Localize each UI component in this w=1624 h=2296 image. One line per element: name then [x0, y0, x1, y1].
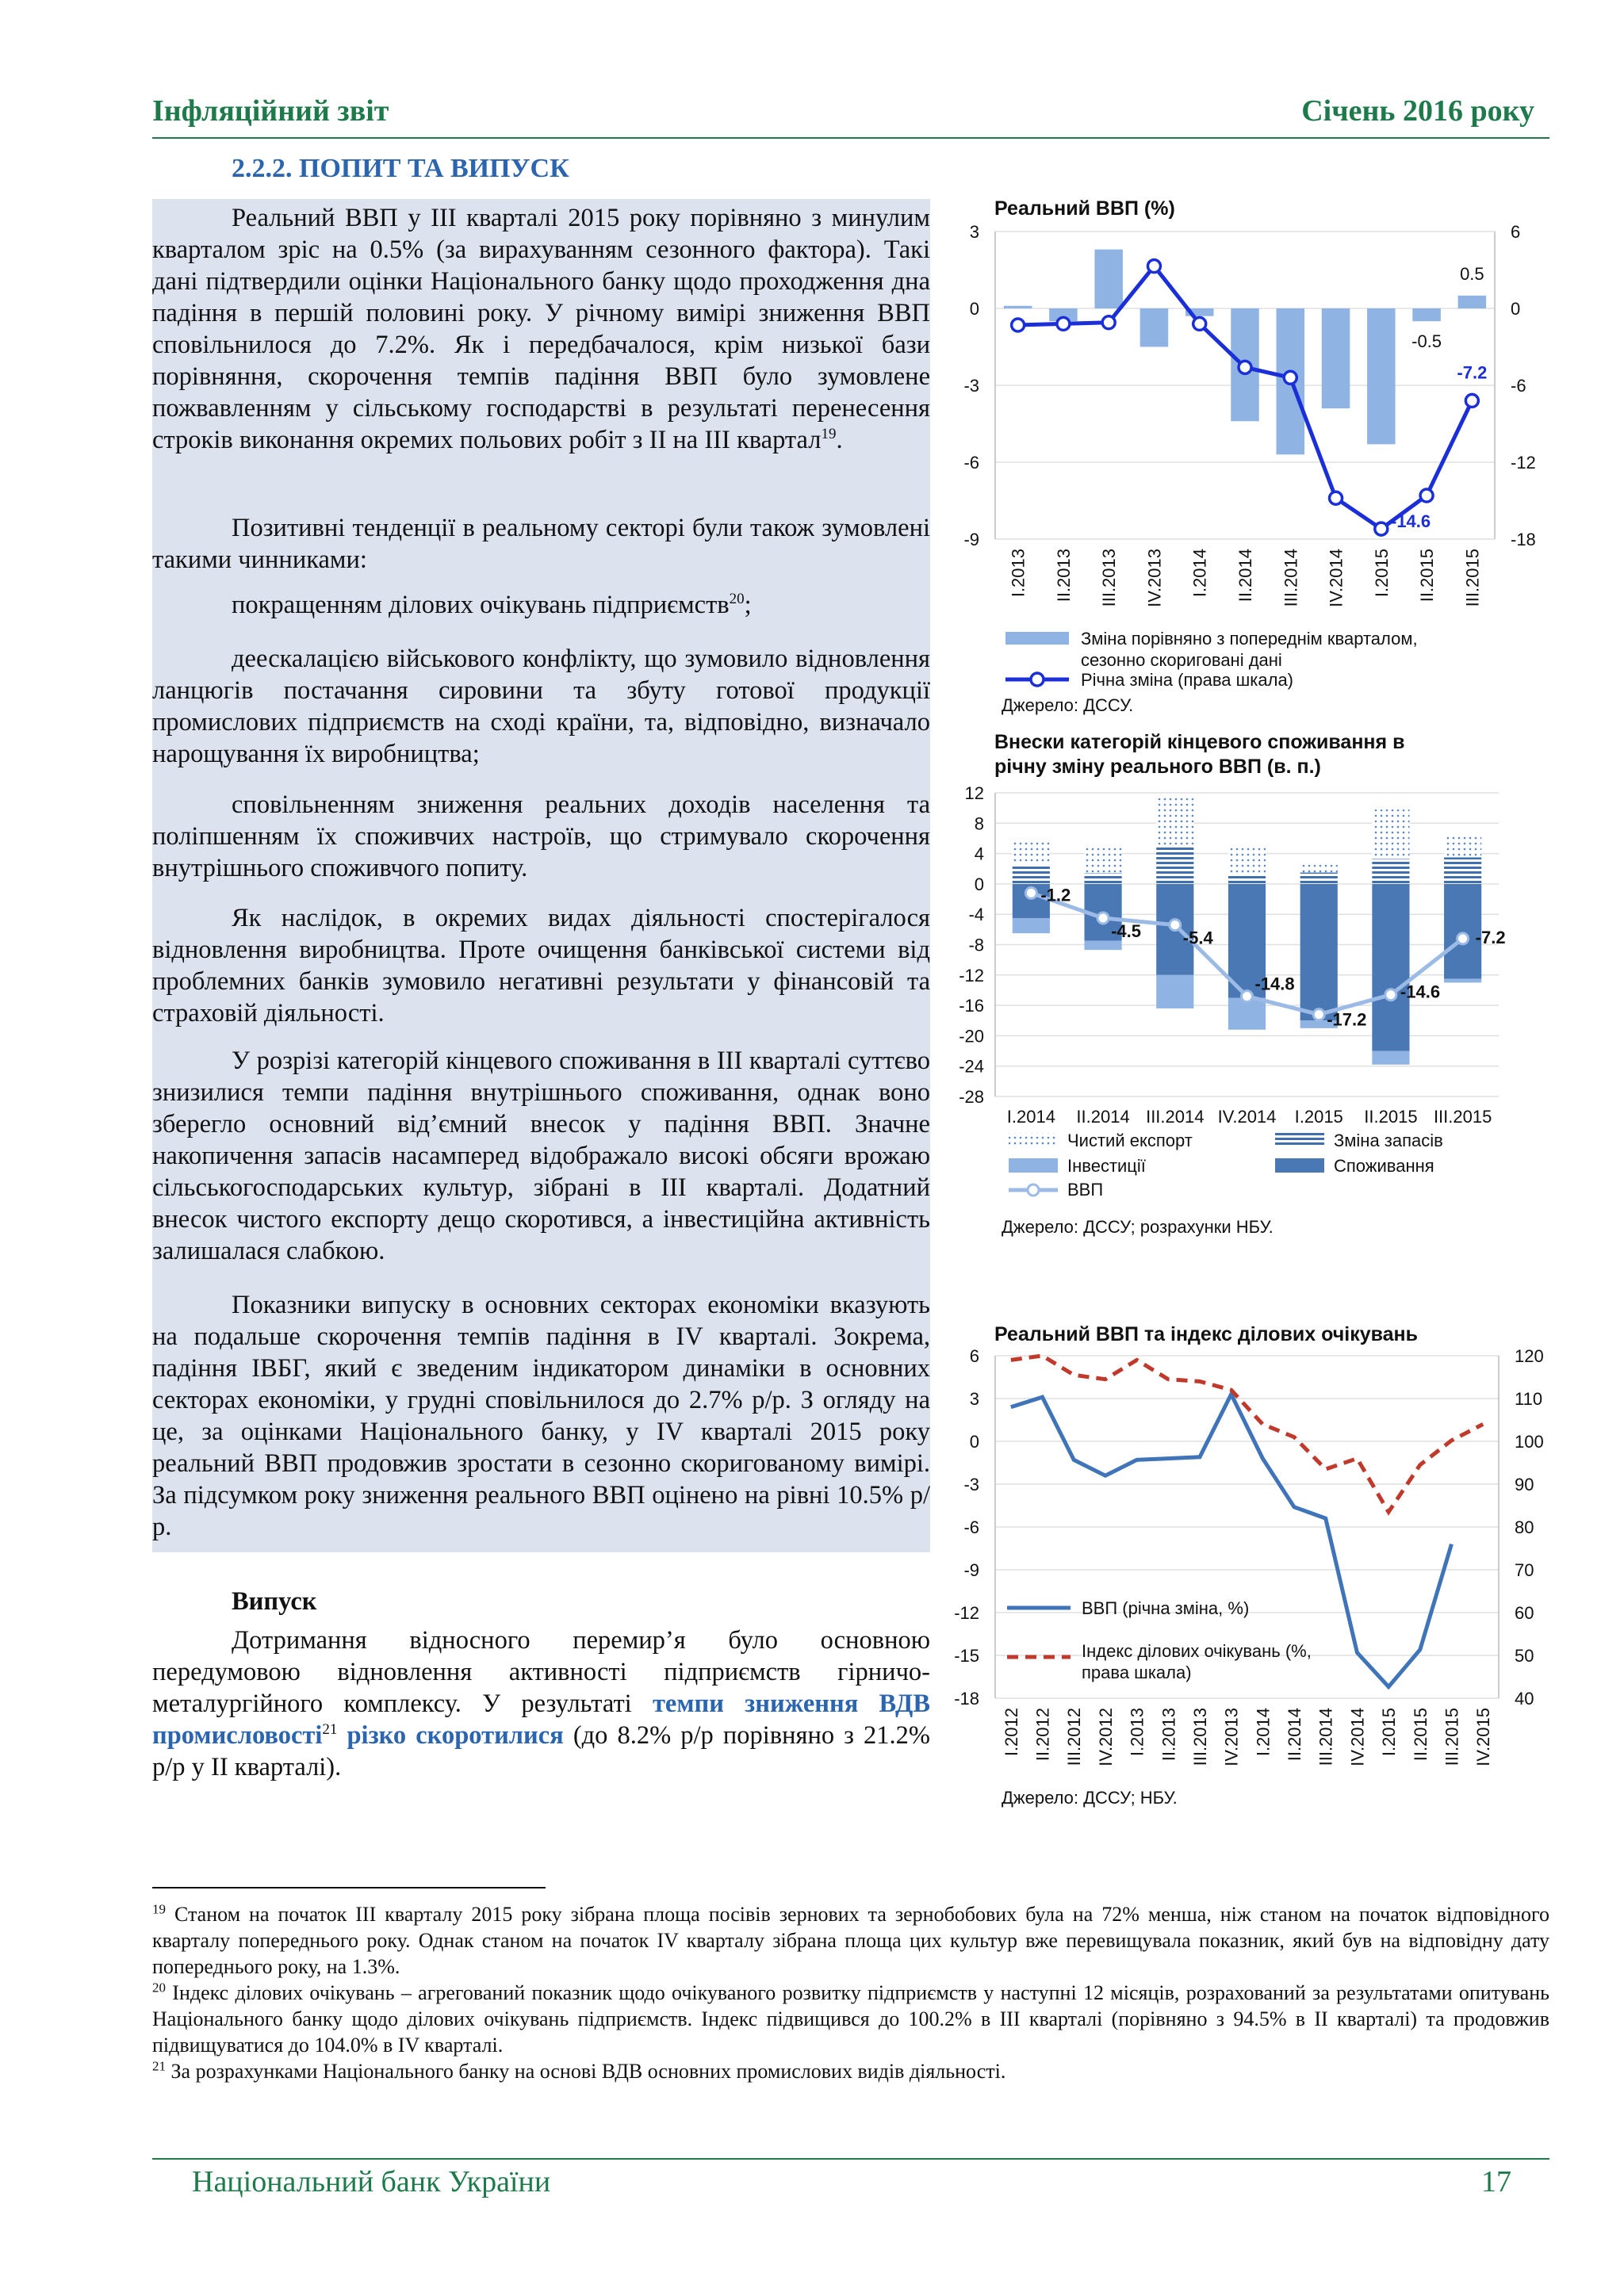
chart1-ytick-right: 0: [1511, 299, 1521, 319]
chart3-xtick: I.2014: [1253, 1708, 1274, 1757]
chart-consumption-contributions: [936, 781, 1570, 1213]
chart1-xtick: II.2015: [1417, 549, 1438, 603]
chart1-point: [1330, 492, 1342, 504]
page-number: 17: [1481, 2165, 1511, 2198]
chart2-gdp-label: -4.5: [1111, 920, 1141, 941]
chart2-ytick: -12: [959, 965, 984, 985]
chart1-bar: [1412, 308, 1441, 321]
chart3-xtick: II.2012: [1032, 1708, 1053, 1762]
chart3-legend-gdp-label: ВВП (річна зміна, %): [1082, 1598, 1250, 1618]
chart3-xtick: IV.2012: [1095, 1708, 1116, 1766]
chart3-xtick: I.2013: [1127, 1708, 1147, 1757]
chart2-gdp-label: -14.8: [1254, 974, 1295, 994]
chart1-legend-bar-label-2: сезонно скориговані дані: [1081, 650, 1282, 670]
chart3-ytick-left: -6: [963, 1517, 979, 1537]
chart1-ytick-right: -12: [1511, 453, 1536, 473]
chart2-ytick: 12: [964, 783, 984, 803]
chart1-title: Реальний ВВП (%): [994, 197, 1175, 220]
report-date: Січень 2016 року: [1301, 94, 1534, 128]
chart1-bar: [1094, 250, 1123, 308]
chart2-ytick: 8: [974, 813, 984, 834]
chart1-bar: [1322, 308, 1350, 408]
chart2-gdp-point: [1025, 887, 1036, 898]
chart2-legend-swatch: [1009, 1133, 1058, 1147]
chart2-bar-net-export: [1300, 865, 1338, 873]
footer-rule: [152, 2158, 1549, 2160]
chart2-bar-investment: [1156, 975, 1193, 1008]
chart2-ytick: -24: [959, 1056, 984, 1077]
list-item-incomes: сповільненням зниження реальних доходів населення та поліпшенням їх споживчих настроїв, що стримувало скорочення внутрішнього споживчого попиту.: [152, 790, 930, 882]
chart2-gdp-point: [1313, 1009, 1324, 1020]
chart2-title: Внески категорій кінцевого споживання в річну зміну реального ВВП (в. п.): [994, 731, 1405, 778]
chart3-ytick-right: 40: [1515, 1689, 1534, 1709]
chart2-legend-label: Зміна запасів: [1334, 1131, 1443, 1150]
chart1-legend-bar-swatch: [1005, 632, 1069, 645]
chart2-xtick: III.2014: [1146, 1107, 1205, 1127]
chart2-bar-inventories: [1156, 848, 1193, 884]
chart1-legend-bar-label-1: Зміна порівняно з попереднім кварталом,: [1081, 629, 1418, 649]
chart1-point: [1375, 522, 1388, 535]
chart2-gdp-label: -5.4: [1182, 928, 1213, 948]
chart3-ytick-left: -12: [954, 1603, 979, 1623]
chart1-ytick-right: -18: [1511, 530, 1536, 549]
chart2-bar-inventories: [1372, 859, 1409, 884]
chart2-legend-swatch: [1009, 1158, 1058, 1173]
chart2-gdp-point: [1097, 913, 1109, 924]
chart1-source: Джерело: ДССУ.: [1002, 695, 1134, 715]
chart2-gdp-point: [1385, 989, 1396, 1001]
chart3-xtick: II.2013: [1159, 1708, 1179, 1762]
chart1-point: [1420, 489, 1433, 502]
chart2-xtick: IV.2014: [1217, 1107, 1277, 1127]
chart2-bar-net-export: [1444, 835, 1481, 858]
chart3-xtick: III.2013: [1189, 1708, 1210, 1766]
chart2-bar-inventories: [1300, 873, 1338, 884]
chart1-point: [1102, 316, 1115, 329]
footnote-rule: [152, 1887, 546, 1888]
chart3-xtick: IV.2015: [1473, 1708, 1494, 1766]
chart1-ytick-left: -9: [963, 530, 979, 549]
chart3-ytick-right: 70: [1515, 1560, 1534, 1580]
chart2-bar-net-export: [1228, 846, 1266, 874]
chart2-bar-consumption: [1300, 884, 1338, 1020]
chart3-ytick-left: -9: [963, 1560, 979, 1580]
chart3-ytick-right: 90: [1515, 1475, 1534, 1494]
chart2-gdp-label: -7.2: [1475, 927, 1506, 947]
chart2-ytick: -8: [968, 935, 984, 955]
chart1-xtick: III.2013: [1099, 549, 1120, 607]
chart-gdp-business-expectations: [936, 1340, 1570, 1784]
chart2-ytick: -28: [959, 1087, 984, 1107]
paragraph-gdp: Реальний ВВП у III кварталі 2015 року порівняно з минулим кварталом зріс на 0.5% (за вирахуванням сезонного фактора). Такі дані підтвердили оцінки Національного банку щодо проходження дна падіння в першій половині року. У річному вимірі зниження ВВП сповільнилося до 7.2%. Як і передбачалося, крім низької бази порівняння, скорочення темпів падіння ВВП було зумовлене пожвавленням у сільському господарстві в результаті перенесення строків виконання окремих польових робіт з II на III квартал$^{19}$.: [152, 204, 930, 454]
report-title: Інфляційний звіт: [152, 94, 389, 128]
chart2-legend-label: Споживання: [1334, 1156, 1434, 1176]
chart2-bar-inventories: [1228, 874, 1266, 883]
chart1-ytick-left: -6: [963, 453, 979, 473]
chart1-xtick: I.2014: [1189, 549, 1210, 598]
chart2-gdp-point: [1242, 991, 1253, 1002]
chart1-label-bar-prev: -0.5: [1411, 331, 1442, 352]
chart2-bar-inventories: [1084, 873, 1121, 883]
chart2-source: Джерело: ДССУ; розрахунки НБУ.: [1002, 1217, 1274, 1237]
chart1-label-line-last: -7.2: [1457, 362, 1488, 383]
chart2-legend-label: ВВП: [1067, 1180, 1104, 1200]
chart3-ytick-left: 6: [969, 1346, 979, 1366]
chart1-ytick-left: 0: [969, 299, 979, 319]
chart1-point: [1193, 317, 1206, 330]
chart2-gdp-point: [1457, 933, 1469, 944]
chart1-xtick: IV.2013: [1144, 549, 1165, 607]
chart1-point: [1239, 361, 1251, 373]
chart3-ytick-left: -3: [963, 1475, 979, 1494]
chart1-point: [1465, 394, 1478, 407]
chart3-title: Реальний ВВП та індекс ділових очікувань: [994, 1323, 1419, 1345]
header-rule: [152, 137, 1549, 139]
chart1-legend-line-marker: [1031, 673, 1044, 686]
chart3-ytick-left: -15: [954, 1646, 979, 1666]
chart1-ytick-left: -3: [963, 376, 979, 396]
chart2-bar-net-export: [1156, 798, 1193, 848]
chart2-xtick: I.2015: [1294, 1107, 1343, 1127]
chart2-bar-net-export: [1013, 842, 1050, 865]
chart2-bar-net-export: [1084, 847, 1121, 874]
section-title: 2.2.2. ПОПИТ ТА ВИПУСК: [232, 154, 569, 183]
chart2-bar-net-export: [1372, 809, 1409, 859]
chart2-legend-line-marker: [1028, 1184, 1039, 1196]
chart2-bar-investment: [1013, 918, 1050, 933]
list-item-expectations: покращенням ділових очікувань підприємств$^{20}$;: [232, 591, 752, 619]
chart1-ytick-left: 3: [969, 222, 979, 242]
chart1-bar: [1140, 308, 1169, 347]
chart3-ytick-right: 60: [1515, 1603, 1534, 1623]
paragraph-consumption: У розрізі категорій кінцевого споживання в III кварталі суттєво знизилися темпи падіння внутрішнього споживання, однак воно зберегло основний від’ємний внесок у падіння ВВП. Значне накопичення запасів насамперед відображало високі обсяги врожаю сільськогосподарських культур, зібрані в III кварталі. Додатний внесок чистого експорту дещо скоротився, а інвестиційна активність залишалася слабкою.: [152, 1047, 930, 1265]
chart2-legend-label: Інвестиції: [1067, 1156, 1146, 1176]
footnote-20: $^{20}$ Індекс ділових очікувань – агрегований показник щодо очікуваного розвитку підприємств у наступні 12 місяців, розрахований за результатами опитувань Національного банку щодо ділових очікувань підприємств. Індекс підвищився до 100.2% в III кварталі (порівняно з 94.5% в II кварталі) та продовжив підвищуватися до 104.0% в IV кварталі.: [152, 1980, 1549, 2057]
chart2-ytick: 0: [974, 874, 984, 894]
chart1-label-bar-last: 0.5: [1460, 263, 1484, 284]
chart3-ytick-left: -18: [954, 1689, 979, 1709]
chart3-xtick: IV.2014: [1347, 1708, 1368, 1766]
chart3-xtick: III.2015: [1442, 1708, 1462, 1766]
chart1-xtick: III.2015: [1462, 549, 1483, 607]
chart3-ytick-right: 100: [1515, 1432, 1544, 1452]
chart3-xtick: I.2015: [1379, 1708, 1400, 1757]
chart1-ytick-right: -6: [1511, 376, 1526, 396]
chart3-ytick-right: 110: [1515, 1389, 1543, 1409]
footnote-21: $^{21}$ За розрахунками Національного банку на основі ВДВ основних промислових видів діяльності.: [152, 2058, 1006, 2083]
chart2-gdp-point: [1170, 920, 1181, 931]
chart2-xtick: II.2014: [1076, 1107, 1130, 1127]
chart1-bar: [1367, 308, 1396, 444]
footnote-19: $^{19}$ Станом на початок III кварталу 2015 року зібрана площа посівів зернових та зернобобових була на 72% менша, ніж станом на початок відповідного кварталу попереднього року. Однак станом на початок IV кварталу зібрана площа цих культур вже перевищувала показник, який був на відповідну дату попереднього року, на 1.3%.: [152, 1901, 1549, 1978]
footer-bank-name: Національний банк України: [192, 2165, 551, 2198]
chart2-ytick: -4: [968, 905, 984, 925]
chart1-label-line-prev: -14.6: [1391, 511, 1431, 532]
chart2-legend-label: Чистий експорт: [1067, 1131, 1193, 1150]
chart1-point: [1284, 371, 1297, 384]
chart1-bar: [1458, 296, 1487, 308]
chart3-xtick: III.2014: [1316, 1708, 1336, 1766]
chart2-ytick: -20: [959, 1026, 984, 1047]
chart1-xtick: IV.2014: [1326, 549, 1346, 607]
chart2-legend-swatch: [1275, 1133, 1324, 1147]
chart-real-gdp: [936, 214, 1570, 706]
chart3-ytick-left: 3: [969, 1389, 979, 1409]
chart3-xtick: II.2015: [1410, 1708, 1431, 1762]
chart3-ytick-left: 0: [969, 1432, 979, 1452]
chart1-xtick: II.2013: [1053, 549, 1074, 603]
chart3-ytick-right: 50: [1515, 1646, 1534, 1666]
chart2-bar-inventories: [1444, 857, 1481, 884]
chart3-legend-exp-label-2: права шкала): [1082, 1663, 1192, 1682]
chart2-xtick: III.2015: [1433, 1107, 1492, 1127]
chart3-xtick: IV.2013: [1221, 1708, 1242, 1766]
chart2-legend-swatch: [1275, 1158, 1324, 1173]
chart2-bar-investment: [1444, 979, 1481, 983]
chart1-bar: [1004, 306, 1032, 308]
footnotes: [152, 1901, 1549, 2084]
chart1-legend-line-label: Річна зміна (права шкала): [1081, 670, 1294, 690]
chart1-xtick: I.2013: [1008, 549, 1028, 598]
chart2-gdp-label: -14.6: [1400, 982, 1441, 1002]
chart2-xtick: I.2014: [1006, 1107, 1055, 1127]
chart2-ytick: -16: [959, 996, 984, 1016]
footnote-ref-21[interactable]: 21: [322, 1721, 338, 1739]
subheading-output: Випуск: [232, 1587, 317, 1616]
chart1-xtick: II.2014: [1235, 549, 1255, 603]
chart3-xtick: III.2012: [1064, 1708, 1085, 1766]
chart2-gdp-label: -17.2: [1327, 1009, 1367, 1030]
chart3-source: Джерело: ДССУ; НБУ.: [1002, 1788, 1178, 1808]
chart3-expectations-line: [1011, 1356, 1483, 1512]
chart1-xtick: I.2015: [1371, 549, 1392, 598]
chart1-xtick: III.2014: [1281, 549, 1301, 607]
chart2-ytick: 4: [974, 844, 984, 864]
chart1-point: [1147, 260, 1160, 273]
paragraph-positive-trends: Позитивні тенденції в реальному секторі були також зумовлені такими чинниками:: [152, 514, 930, 574]
chart3-xtick: II.2014: [1285, 1708, 1305, 1762]
chart3-ytick-right: 80: [1515, 1517, 1534, 1537]
paragraph-production-recovery: Як наслідок, в окремих видах діяльності спостерігалося відновлення виробництва. Проте очищення банківської системи від проблемних банків зумовило негативні результати у фінансовій та страховій діяльності.: [152, 904, 930, 1027]
chart3-legend-exp-label-1: Індекс ділових очікувань (%,: [1082, 1641, 1312, 1661]
chart2-xtick: II.2015: [1364, 1107, 1418, 1127]
paragraph-industry: Дотримання відносного перемир’я було основною передумовою відновлення активності підприємств гірничо-металургійного комплексу. У результаті темпи зниження ВДВ промисловості$^{21}$ різко скоротилися (до 8.2% р/р порівняно з 21.2% р/р у II кварталі).: [152, 1626, 930, 1781]
chart1-ytick-right: 6: [1511, 222, 1521, 242]
chart2-bar-inventories: [1013, 865, 1050, 884]
chart3-ytick-right: 120: [1515, 1346, 1544, 1366]
chart2-bar-consumption: [1372, 884, 1409, 1051]
chart2-bar-investment: [1084, 941, 1121, 950]
list-item-deescalation: деескалацією військового конфлікту, що зумовило відновлення ланцюгів постачання сировини та збуту готової продукції промислових підприємств на сході країни, та, відповідно, визначало нарощування їх виробництва;: [152, 645, 930, 768]
chart1-point: [1012, 319, 1025, 331]
chart2-gdp-label: -1.2: [1040, 885, 1071, 905]
chart1-point: [1057, 317, 1070, 330]
footnote-ref-19[interactable]: 19: [821, 426, 837, 443]
chart3-xtick: I.2012: [1001, 1708, 1021, 1757]
chart2-bar-investment: [1372, 1051, 1409, 1065]
footnote-ref-20[interactable]: 20: [729, 591, 745, 608]
paragraph-output-indicators: Показники випуску в основних секторах економіки вказують на подальше скорочення темпів падіння в IV кварталі. Зокрема, падіння ІВБГ, який є зведеним індикатором динаміки в основних секторах економіки, у грудні сповільнилося до 2.7% р/р. З огляду на це, за оцінками Національного банку, у IV кварталі 2015 року реальний ВВП продовжив зростати в сезонно скоригованому вимірі. За підсумком року зниження реального ВВП оцінено на рівні 10.5% р/р.: [152, 1291, 930, 1541]
